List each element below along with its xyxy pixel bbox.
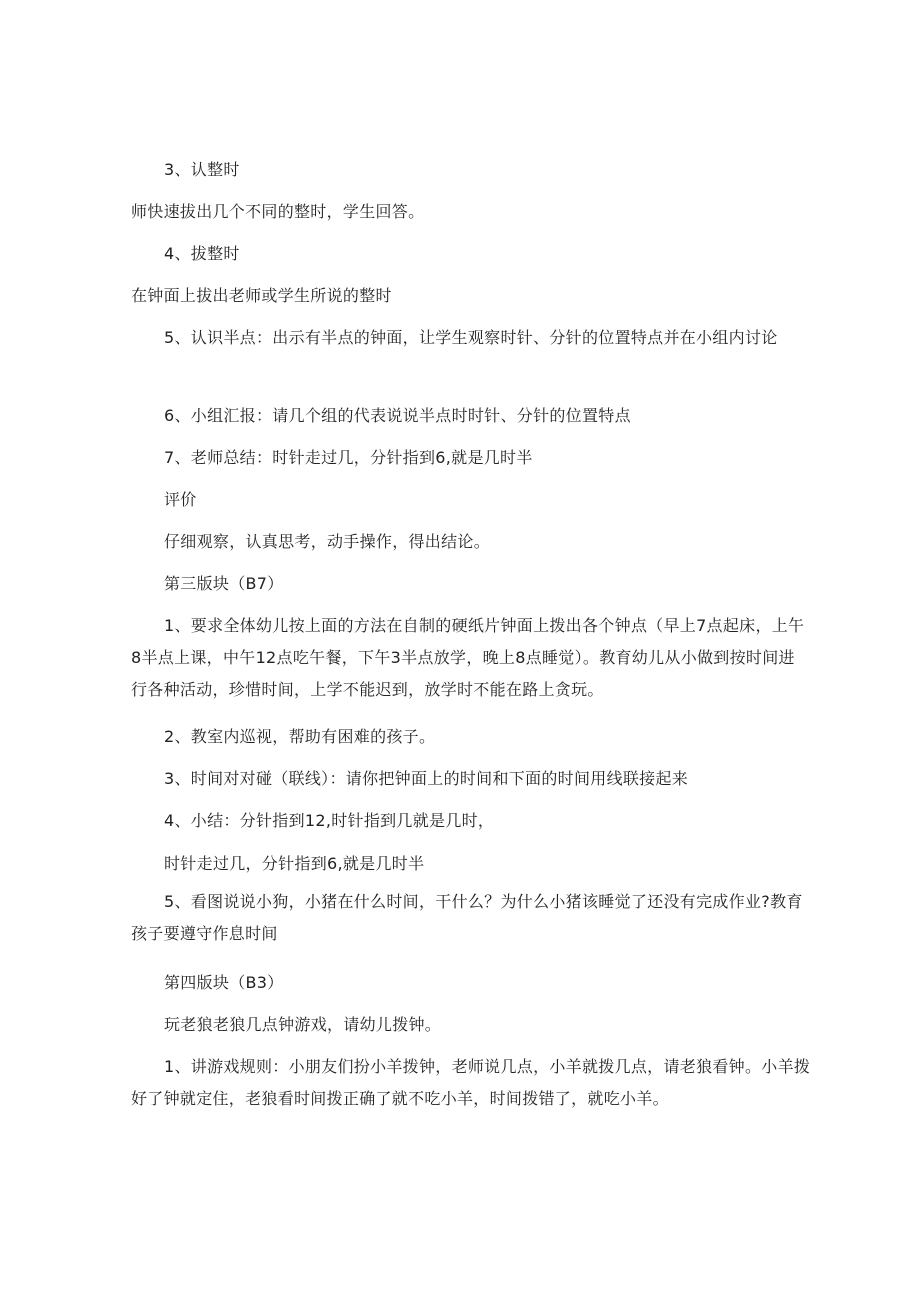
paragraph: 仔细观察，认真思考，动手操作，得出结论。 xyxy=(164,532,491,551)
paragraph-item-3: 3、时间对对碰（联线）：请你把钟面上的时间和下面的时间用线联接起来 xyxy=(164,769,689,788)
paragraph-item-5: 5、认识半点：出示有半点的钟面，让学生观察时针、分针的位置特点并在小组内讨论 xyxy=(164,328,778,347)
paragraph-heading-3: 3、认整时 xyxy=(164,160,240,179)
paragraph-item-7: 7、老师总结：时针走过几，分针指到6,就是几时半 xyxy=(164,448,533,467)
paragraph-item-4: 4、小结：分针指到12,时针指到几就是几时， xyxy=(164,811,495,830)
section-heading: 第三版块（B7） xyxy=(164,574,284,593)
paragraph: 师快速拔出几个不同的整时，学生回答。 xyxy=(131,202,425,221)
paragraph-item-1: 1、要求全体幼儿按上面的方法在自制的硬纸片钟面上拨出各个钟点（早上7点起床，上午8半点上课，中午12点吃午餐，下午3半点放学，晚上8点睡觉）。教育幼儿从小做到按时间进行各种活动，珍惜时间，上学不能迟到，放学时不能在路上贪玩。 xyxy=(131,616,805,699)
paragraph: 在钟面上拔出老师或学生所说的整时 xyxy=(131,286,392,305)
section-heading: 第四版块（B3） xyxy=(164,973,284,992)
paragraph: 玩老狼老狼几点钟游戏，请幼儿拨钟。 xyxy=(164,1015,442,1034)
paragraph-item-5b: 5、看图说说小狗，小猪在什么时间，干什么？为什么小猪该睡觉了还没有完成作业?教育孩子要遵守作息时间 xyxy=(131,892,803,943)
paragraph: 时针走过几，分针指到6,就是几时半 xyxy=(164,854,425,873)
paragraph-item-1b: 1、讲游戏规则：小朋友们扮小羊拨钟，老师说几点，小羊就拨几点，请老狼看钟。小羊拨好了钟就定住，老狼看时间拨正确了就不吃小羊，时间拨错了，就吃小羊。 xyxy=(131,1057,811,1108)
paragraph-item-6: 6、小组汇报：请几个组的代表说说半点时时针、分针的位置特点 xyxy=(164,406,631,425)
paragraph-item-2: 2、教室内巡视，帮助有困难的孩子。 xyxy=(164,727,436,746)
paragraph-heading-4: 4、拔整时 xyxy=(164,244,240,263)
section-label: 评价 xyxy=(164,490,197,509)
